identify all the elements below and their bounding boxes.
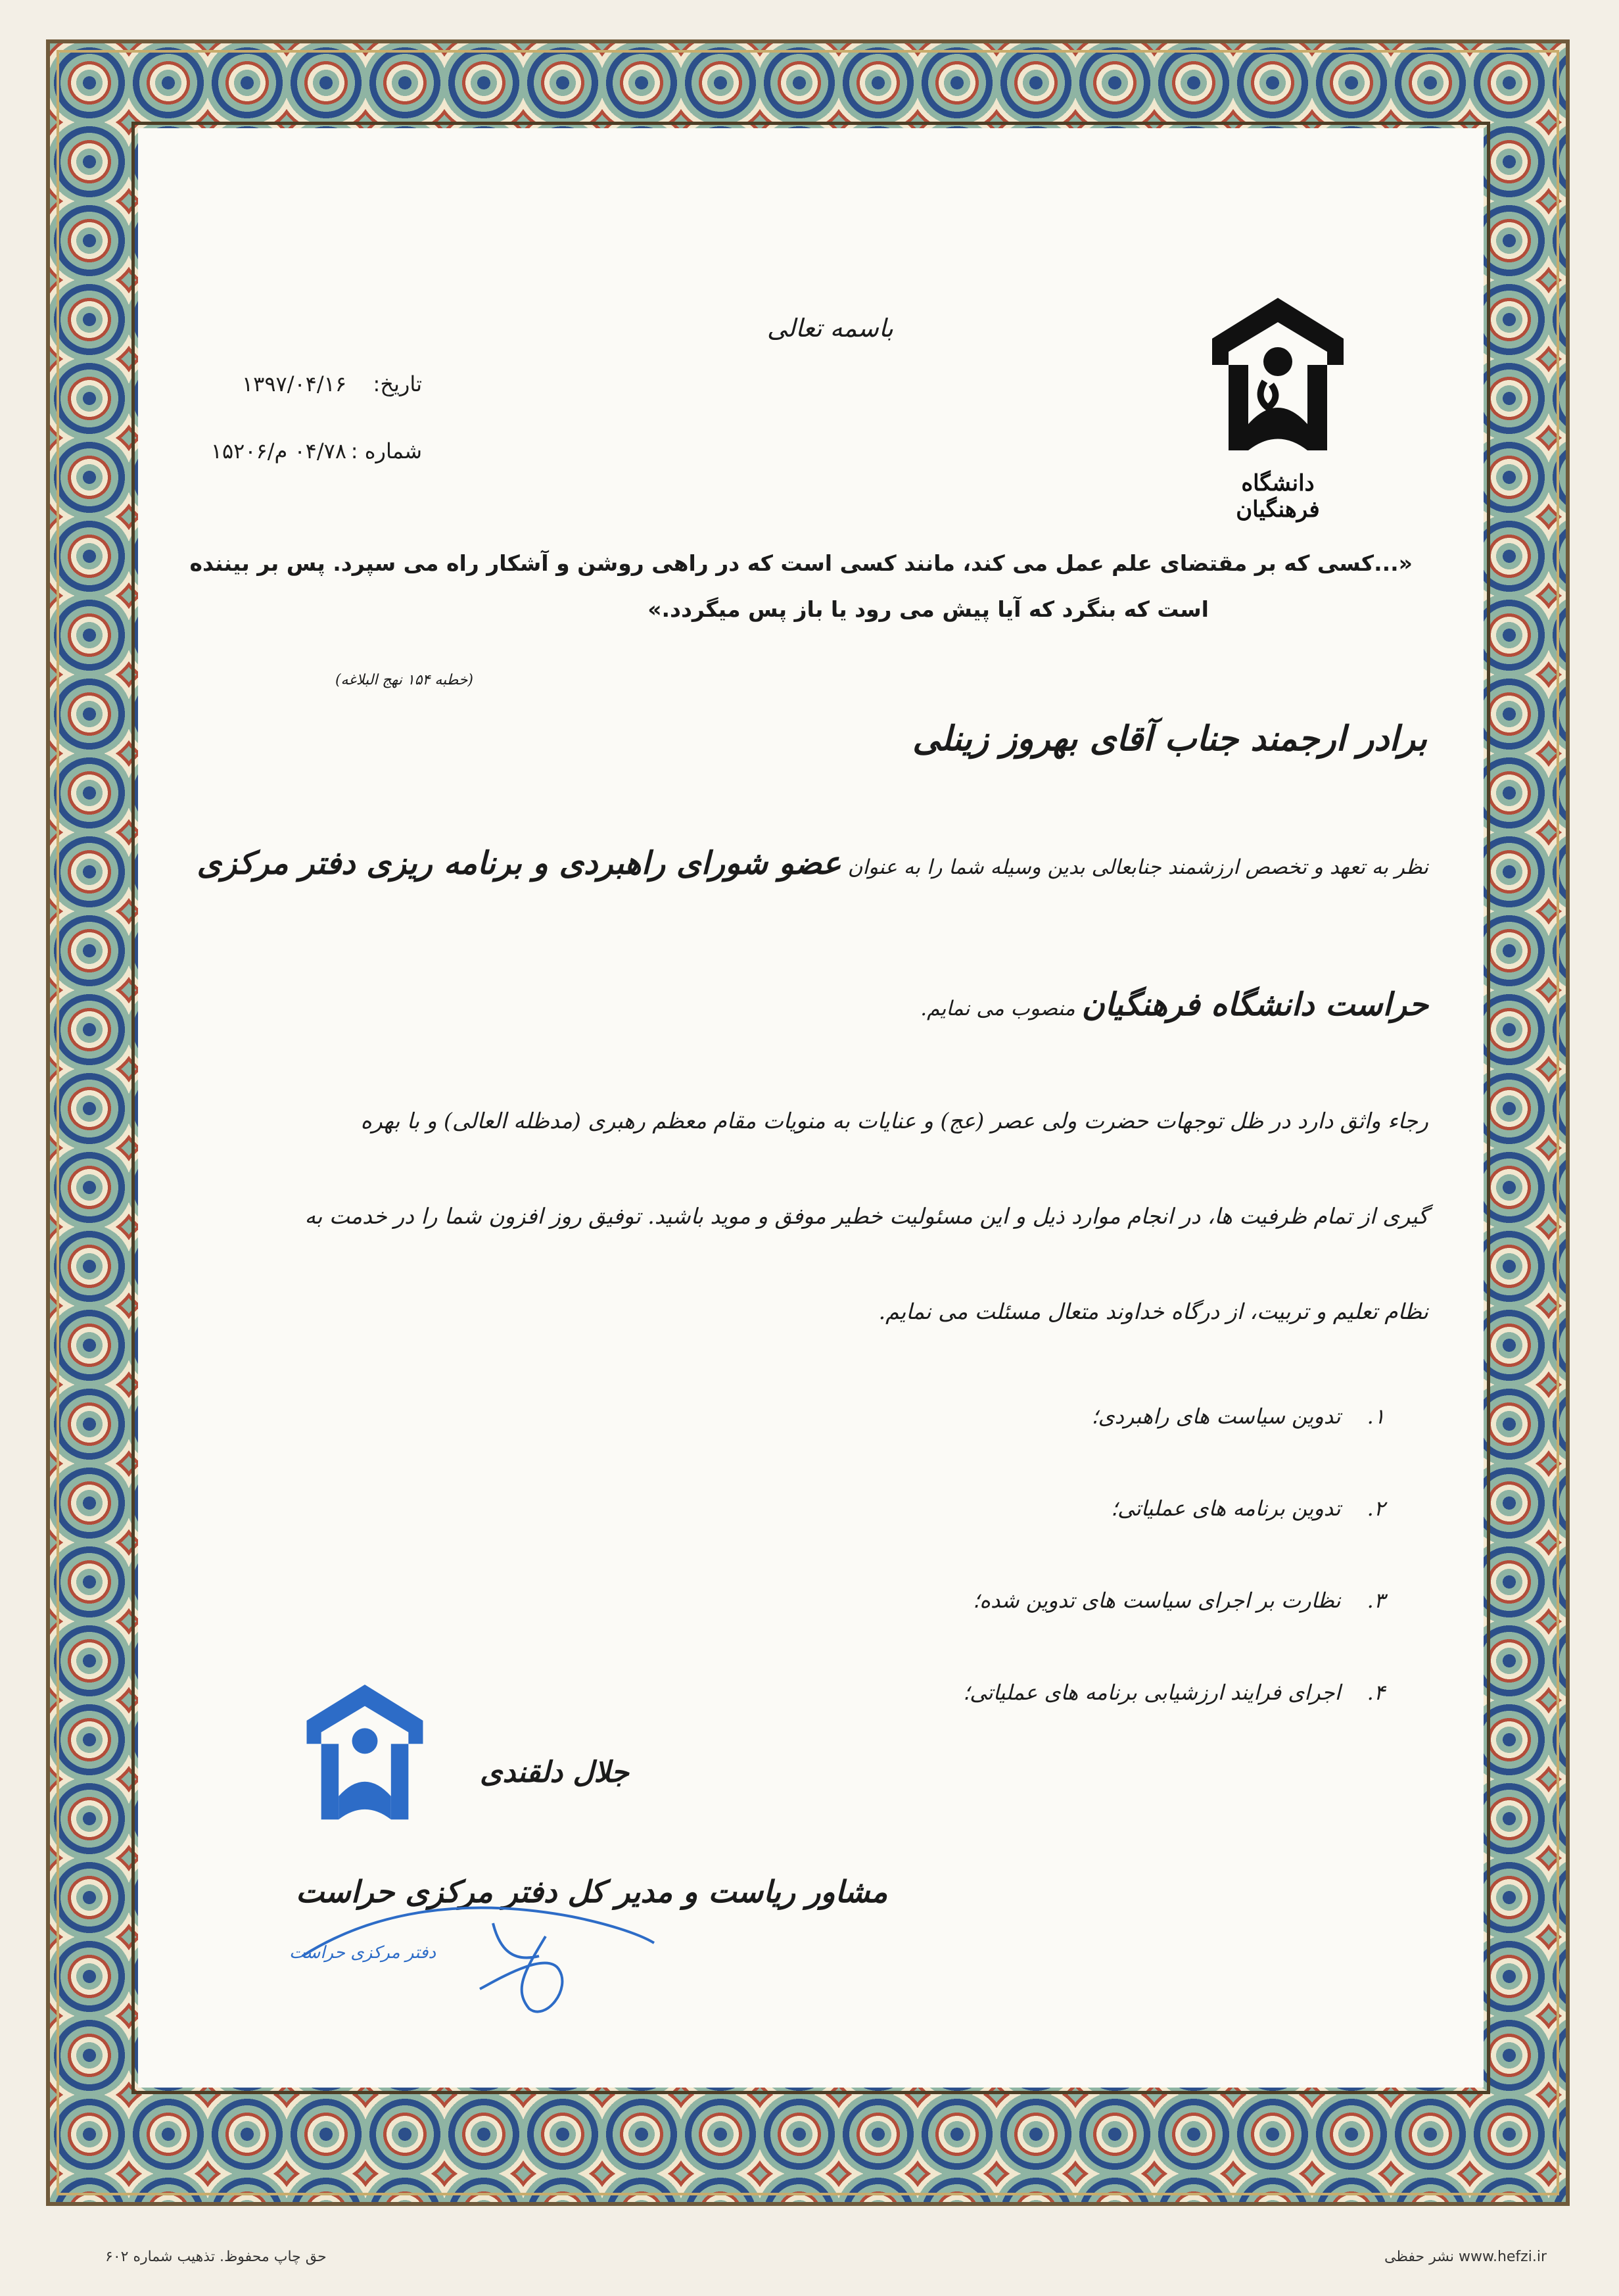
list-item-number: ۱. (1367, 1404, 1385, 1429)
list-item-number: ۴. (1367, 1680, 1385, 1705)
list-item (1111, 1496, 1385, 1521)
appointment-closing: منصوب می نمایم. (920, 997, 1075, 1020)
appointment-organization: حراست دانشگاه فرهنگیان (1081, 986, 1428, 1023)
signatory-name: جلال دلقندی (480, 1756, 629, 1789)
footer-copyright: حق چاپ محفوظ. تذهیب شماره ۶۰۲ (105, 2249, 327, 2265)
wish-line-1: رجاء واثق دارد در ظل توجهات حضرت ولی عصر (عج) و عنایات به منویات مقام معظم رهبری (مدظله العالی) و با بهره (360, 1108, 1428, 1134)
list-item-text: اجرای فرایند ارزشیابی برنامه های عملیاتی؛ (963, 1680, 1341, 1705)
list-item-number: ۳. (1367, 1588, 1385, 1613)
quote-line-2: است که بنگرد که آیا پیش می رود یا باز پس میگردد.» (647, 596, 1209, 622)
list-item (963, 1680, 1385, 1705)
date-value: ۱۳۹۷/۰۴/۱۶ (241, 371, 346, 396)
wish-line-3: نظام تعلیم و تربیت، از درگاه خداوند متعال مسئلت می نمایم. (878, 1299, 1428, 1324)
signatory-title: مشاور ریاست و مدیر کل دفتر مرکزی حراست (296, 1874, 888, 1909)
number-value: ۰۴/۷۸ م/۱۵۲۰۶ (210, 439, 346, 464)
quote-source: (خطبه ۱۵۴ نهج البلاغه) (335, 672, 473, 688)
footer-publisher: www.hefzi.ir نشر حفظی (1384, 2249, 1547, 2265)
list-item-number: ۲. (1367, 1496, 1385, 1521)
list-item (973, 1588, 1385, 1613)
appointment-line-2 (920, 986, 1428, 1023)
date-label: تاریخ: (373, 371, 422, 396)
university-logo-icon (1202, 293, 1353, 464)
list-item-text: تدوین برنامه های عملیاتی؛ (1111, 1496, 1341, 1521)
list-item (1091, 1404, 1385, 1429)
number-label: شماره : (350, 439, 422, 464)
handwritten-signature (296, 1857, 664, 2028)
stamp-text: دفتر مرکزی حراست (289, 1943, 436, 1963)
list-item-text: نظارت بر اجرای سیاست های تدوین شده؛ (973, 1588, 1341, 1613)
salutation: برادر ارجمند جناب آقای بهروز زینلی (912, 719, 1427, 759)
logo-caption: دانشگاه فرهنگیان (1236, 470, 1320, 523)
list-item-text: تدوین سیاست های راهبردی؛ (1091, 1404, 1341, 1429)
invocation-text: باسمه تعالی (766, 314, 893, 343)
quote-line-1: «...کسی که بر مقتضای علم عمل می کند، مانند کسی است که در راهی روشن و آشکار راه می سپرد. پس بر بیننده (189, 550, 1413, 576)
official-stamp-icon (293, 1680, 437, 1831)
certificate-page (138, 128, 1484, 2088)
appointment-position: عضو شورای راهبردی و برنامه ریزی دفتر مرکزی (197, 845, 841, 882)
university-logo (1202, 293, 1353, 523)
appointment-text: نظر به تعهد و تخصص ارزشمند جنابعالی بدین وسیله شما را به عنوان (847, 855, 1428, 879)
wish-line-2: گیری از تمام ظرفیت ها، در انجام موارد ذیل و این مسئولیت خطیر موفق و موید باشید. توفیق روز افزون شما را در خدمت به (304, 1203, 1428, 1229)
appointment-line-1 (197, 845, 1428, 882)
